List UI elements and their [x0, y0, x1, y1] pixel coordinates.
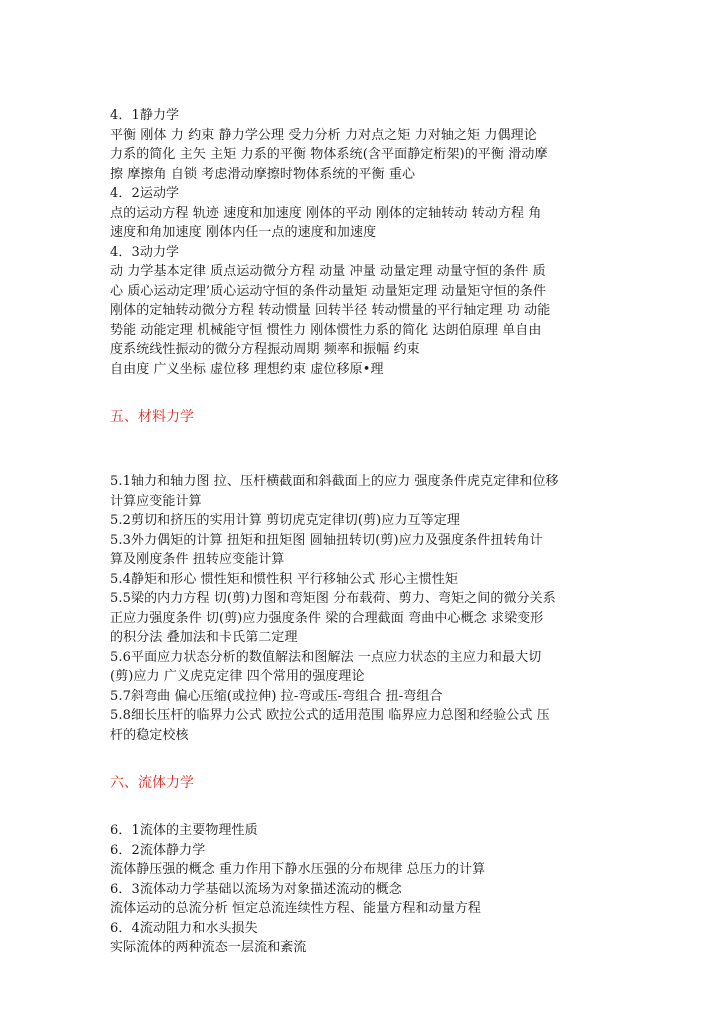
subsection-heading-4-1: 4．1静力学: [110, 108, 180, 123]
text-line: 速度和角加速度 刚体内任一点的速度和加速度: [110, 225, 377, 240]
text-line: 5.2剪切和挤压的实用计算 剪切虎克定律切(剪)应力互等定理: [110, 513, 460, 528]
text-line: 势能 动能定理 机械能守恒 惯性力 刚体惯性力系的简化 达朗伯原理 单自由: [110, 322, 542, 338]
subsection-heading-4-2: 4．2运动学: [110, 186, 180, 201]
text-line: 心 质心运动定理’质心运动守恒的条件动量矩 动量矩定理 动量矩守恒的条件: [110, 283, 547, 299]
text-line: (剪)应力 广义虎克定律 四个常用的强度理论: [110, 669, 365, 684]
text-line: 计算应变能计算: [110, 493, 202, 509]
text-line: 正应力强度条件 切(剪)应力强度条件 梁的合理截面 弯曲中心概念 求梁变形: [110, 610, 544, 626]
text-line: 5.8细长压杆的临界力公式 欧拉公式的适用范围 临界应力总图和经验公式 压: [110, 708, 550, 723]
text-line: 流体静压强的概念 重力作用下静水压强的分布规律 总压力的计算: [110, 862, 486, 877]
text-line: 平衡 刚体 力 约束 静力学公理 受力分析 力对点之矩 力对轴之矩 力偶理论: [110, 127, 537, 143]
section-5-block: [110, 472, 620, 745]
document-page: [110, 106, 620, 958]
subsection-heading-6-2: 6．2流体静力学: [110, 842, 206, 858]
text-line: 力系的简化 主矢 主矩 力系的平衡 物体系统(含平面静定桁架)的平衡 滑动摩: [110, 147, 548, 162]
text-line: 动 力学基本定律 质点运动微分方程 动量 冲量 动量定理 动量守恒的条件 质: [110, 264, 546, 279]
subsection-heading-6-3: 6．3流体动力学基础以流场为对象描述流动的概念: [110, 881, 402, 897]
text-line: 杆的稳定校核: [110, 727, 189, 743]
section-heading-fluid-mechanics: 六、流体力学: [110, 775, 194, 791]
section-6-block: [110, 821, 620, 958]
text-line: 流体运动的总流分析 恒定总流连续性方程、能量方程和动量方程: [110, 901, 482, 916]
subsection-heading-6-4: 6．4流动阻力和水头损失: [110, 920, 258, 936]
text-line: 自由度 广义坐标 虚位移 理想约束 虚位移原•理: [110, 361, 384, 377]
text-line: 实际流体的两种流态一层流和紊流: [110, 940, 307, 955]
text-line: 度系统线性振动的微分方程振动周期 频率和振幅 约束: [110, 342, 420, 357]
text-line: 5.6平面应力状态分析的数值解法和图解法 一点应力状态的主应力和最大切: [110, 649, 542, 665]
text-line: 5.3外力偶矩的计算 扭矩和扭矩图 圆轴扭转切(剪)应力及强度条件扭转角计: [110, 532, 543, 548]
section-4-block: [110, 106, 620, 379]
text-line: 刚体的定轴转动微分方程 转动惯量 回转半径 转动惯量的平行轴定理 功 动能: [110, 303, 551, 318]
text-line: 5.4静矩和形心 惯性矩和惯性积 平行移轴公式 形心主惯性矩: [110, 571, 459, 587]
subsection-heading-6-1: 6．1流体的主要物理性质: [110, 823, 258, 838]
text-line: 算及刚度条件 扭转应变能计算: [110, 552, 285, 567]
text-line: 5.1轴力和轴力图 拉、压杆横截面和斜截面上的应力 强度条件虎克定律和位移: [110, 474, 559, 489]
text-line: 5.5梁的内力方程 切(剪)力图和弯矩图 分布载荷、剪力、弯矩之间的微分关系: [110, 591, 556, 606]
text-line: 擦 摩擦角 自锁 考虑滑动摩擦时物体系统的平衡 重心: [110, 166, 416, 182]
text-line: 的积分法 叠加法和卡氏第二定理: [110, 630, 298, 645]
text-line: 5.7斜弯曲 偏心压缩(或拉伸) 拉-弯或压-弯组合 扭-弯组合: [110, 688, 443, 704]
section-heading-materials-mechanics: 五、材料力学: [110, 409, 194, 425]
text-line: 点的运动方程 轨迹 速度和加速度 刚体的平动 刚体的定轴转动 转动方程 角: [110, 205, 542, 221]
subsection-heading-4-3: 4．3动力学: [110, 244, 180, 260]
